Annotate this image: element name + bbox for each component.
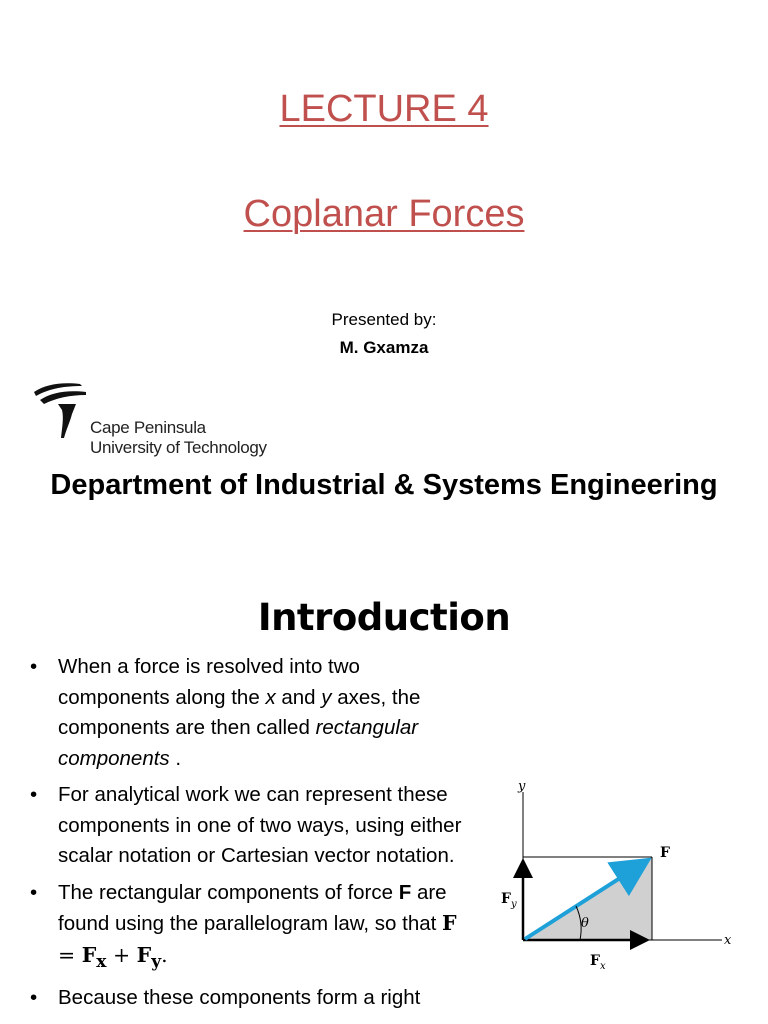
department-name: Department of Industrial & Systems Engineering — [50, 469, 718, 501]
x-symbol: x — [265, 685, 276, 709]
fy-label: $F_y$ — [501, 891, 517, 910]
bullet-item — [30, 780, 475, 872]
bullet-text: When a force is resolved into two components along the — [58, 655, 360, 709]
logo-line2: University of Technology — [90, 438, 267, 457]
presented-by-label: Presented by: — [331, 310, 437, 329]
bullet-item — [30, 652, 475, 774]
bullet-text: are found using the parallelogram law, so that — [58, 880, 447, 935]
bullet-dot: • — [30, 783, 38, 806]
bullet-dot: • — [30, 655, 38, 678]
topic-title: Coplanar Forces — [243, 193, 525, 235]
logo-line1: Cape Peninsula — [90, 418, 206, 437]
y-symbol: y — [321, 685, 332, 709]
force-symbol: F — [398, 880, 412, 904]
y-axis-label: y — [518, 779, 526, 794]
force-label: F — [660, 845, 670, 861]
lecture-title: LECTURE 4 — [279, 88, 489, 130]
fx-label: $F_x$ — [590, 953, 606, 972]
bullet-text: . — [169, 746, 182, 770]
bullet-text: and — [275, 685, 322, 709]
bullet-text: For analytical work we can represent these components in one of two ways, using either scalar notation or Cartesian vector notation. — [58, 783, 462, 867]
bullet-text: The rectangular components of force — [58, 880, 399, 904]
bullet-item — [30, 878, 475, 978]
emphasis-term: rectangular components — [58, 716, 419, 770]
bullet-list — [30, 652, 475, 1020]
bullet-text: axes, the components are then called — [58, 685, 421, 739]
university-logo — [28, 374, 288, 464]
intro-heading: Introduction — [257, 596, 511, 639]
formula: $F = F_x + F_y$. — [58, 911, 457, 972]
presenter-name: M. Gxamza — [339, 338, 429, 357]
force-components-diagram — [490, 770, 750, 980]
logo-emblem-icon — [28, 374, 98, 444]
bullet-dot: • — [30, 880, 38, 904]
bullet-item — [30, 983, 475, 1014]
x-axis-label: x — [724, 933, 732, 948]
bullet-dot: • — [30, 986, 38, 1010]
bullet-text: Because these components form a right — [58, 986, 421, 1010]
angle-label: θ — [581, 916, 589, 931]
